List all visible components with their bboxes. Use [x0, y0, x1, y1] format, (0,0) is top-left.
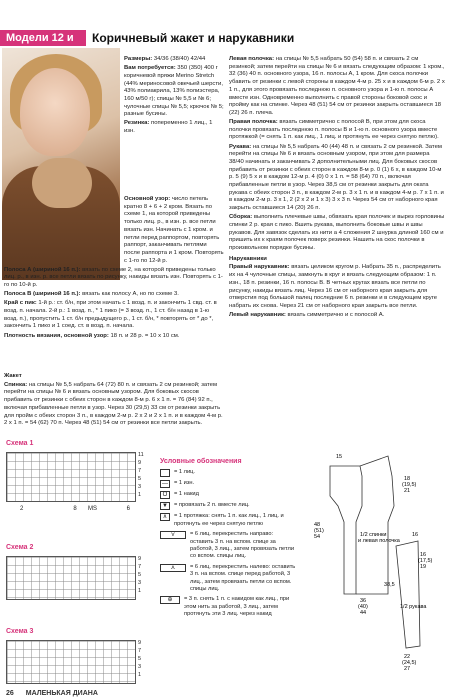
back-side-label-3: 54 — [314, 534, 321, 540]
intro-picot-edge: Край с пик: 1-й р.: ст. б/н, при этом начать с 1 возд. п. и закончить 1 свд. ст. в возд. п. начала. 2-й р.: 1 возд. п., * 1 пико (= 3 возд. п., 1 ст. б/н назад в 1-ю возд. п.), пропустить 1 ст. б/н предыдущего р., 1 ст. б/н, * повторять от * до *, закончить 1 пико и 1 соед. ст. в возд. п. начала. — [4, 300, 217, 330]
legend-item: ⋎ = 6 лиц. перекрестить направо: оставить 3 п. на вспом. спице за работой, 3 лиц., затем провязать петли со вспом. спицы лиц. — [160, 531, 298, 561]
intro-sizes: Размеры: 34/36 (38/40) 42/44 — [124, 56, 206, 62]
pass-over-symbol-icon: ⊕ — [160, 596, 180, 604]
scheme-2-row-numbers: 9 7 5 3 1 — [138, 556, 142, 594]
scheme-3-title: Схема 3 — [6, 628, 34, 635]
purl-symbol-icon: — — [162, 481, 168, 488]
sleeve-top-label: 16 — [412, 532, 419, 538]
sleeve-bottom-label-1: 22 — [404, 654, 411, 660]
schematic-width-label: 15 — [336, 454, 343, 460]
scheme-1-grid — [6, 452, 136, 502]
sleeve-mid-label-3: 19 — [420, 564, 427, 570]
jacket-title: Жакет — [4, 373, 22, 379]
page-footer — [6, 690, 98, 697]
intro-column — [124, 56, 224, 137]
legend-item: — = 1 изн. — [162, 480, 195, 488]
yarn-over-symbol-icon: O — [160, 491, 170, 499]
scheme-3-grid — [6, 640, 136, 684]
cable-left-symbol-icon: ⋏ — [160, 564, 186, 572]
left-armwarmer: Левый нарукавник: вязать симметрично и с полосой А. — [229, 312, 385, 319]
bottom-label-2: (40) — [358, 604, 368, 610]
sleeve-mid-label-2: (17,5) — [418, 558, 433, 564]
intro-gauge: Плотность вязания, основной узор: 18 п. и 28 р. = 10 х 10 см. — [4, 332, 180, 339]
back-top-label-1: 18 — [404, 476, 411, 482]
k2tog-symbol-icon: ▼ — [160, 502, 170, 510]
jacket-section — [4, 370, 224, 429]
armwarmers-title: Нарукавники — [229, 255, 267, 262]
legend-title: Условные обозначения — [160, 458, 242, 465]
scheme-1-row-numbers: 11 9 7 5 3 1 — [138, 452, 144, 498]
right-front: Правая полочка: вязать симметрично с полосой В, при этом для скоса полочки провязать последнюю п. полосы В и 1-ю п. основного узора вместе протяжкой (= снять 1 п. как лиц., 1 лиц. и протянуть ее через снятую петлю). — [229, 119, 439, 141]
jacket-label-1: 1/2 спинки — [360, 532, 387, 538]
legend-item: O = 1 накид — [160, 491, 298, 499]
intro-strip-a: Полоса А (шириной 16 п.): вязать по схеме 2, на которой приведены только лиц. р., в изн. р. все петли вязать по рисунку, накиды вязать изн. Повторять с 1-го по 10-й р. — [4, 266, 223, 289]
right-armwarmer: Правый нарукавник: вязать целиком кругом р. Набрать 35 п., распределить их на 4 чулочные спицы, замкнуть в круг и вязать следующим образом: 1 п. изн., 18 п. резинки, 16 п. полосы В. В четных кругах вязать все петли по рисунку, накиды вязать лиц. Через 16 см от наборного края закрыть для отверстия под большой палец последние 6 п. резинки и в следующем круге набрать их снова. Через 21 см от наборного края закрыть все петли. — [229, 264, 441, 309]
intro-rib: Резинка: попеременно 1 лиц., 1 изн. — [124, 120, 213, 135]
models-tab: Модели 12 и — [0, 30, 86, 46]
legend-item: ▼ = провязать 2 п. вместе лиц. — [160, 502, 298, 510]
right-column — [229, 56, 445, 321]
page-title: Коричневый жакет и нарукавники — [92, 31, 295, 45]
legend-item: ∧ = 1 протяжка: снять 1 п. как лиц., 1 лиц. и протянуть ее через снятую петлю — [160, 513, 298, 528]
back-side-label-2: (51) — [314, 528, 324, 534]
skp-symbol-icon: ∧ — [160, 513, 170, 521]
bottom-label-1: 36 — [360, 598, 367, 604]
intro-strip-b: Полоса В (шириной 16 п.): вязать как полосу А, но по схеме 3. — [4, 291, 179, 298]
sleeve-half-label: 1/2 рукава — [400, 604, 427, 610]
legend-item: ⋏ = 6 лиц. перекрестить налево: оставить 3 п. на вспом. спице перед работой, 3 лиц., затем провязать петли со вспом. спицы лиц. — [160, 564, 298, 594]
scheme-1-ms-label: MS — [88, 506, 97, 512]
sleeve-side-label: 38,5 — [384, 582, 395, 588]
back-side-label-1: 48 — [314, 522, 321, 528]
page-number: 26 — [6, 690, 14, 697]
legend — [160, 458, 298, 622]
scheme-2-title: Схема 2 — [6, 544, 34, 551]
magazine-brand: МАЛЕНЬКАЯ ДИАНА — [25, 690, 98, 697]
page-header — [0, 0, 449, 45]
bottom-label-3: 44 — [360, 610, 367, 616]
scheme-3-row-numbers: 9 7 5 3 1 — [138, 640, 142, 678]
photo-face — [20, 68, 90, 156]
scheme-2-grid — [6, 556, 136, 600]
cable-right-symbol-icon: ⋎ — [160, 531, 186, 539]
scheme-1-bottom-labels: 2 8 6 — [20, 506, 130, 512]
assembly-text: Сборка: выполнить плечевые швы, обвязать края полочек и вырез горловины спинки 2 р. края с пико. Вшить рукава, выполнить боковые швы и швы рукавов. Для завязок сделать из нити а 4 сложения 2 шнурка длиной 160 см и пришить их к краям полочек поверх резинки. Нашить на скос полочки в произвольном порядке бусины. — [229, 214, 445, 252]
intro-main-pattern: Основной узор: число петель кратно 8 + 6 + 2 кром. Вязать по схеме 1, на которой приведены только лиц. р., в изн. р. все петли вязать изн. Начинать с 1 кром. и петли перед раппортом, повторять раппорт, заканчивать петлями после раппорта и 1 кром. Повторять с 1-го по 12-й р. — [124, 196, 224, 264]
back-top-label-3: 21 — [404, 488, 411, 494]
sleeve-bottom-label-2: (24,5) — [402, 660, 417, 666]
jacket-schematic — [300, 436, 446, 686]
sleeve-bottom-label-3: 27 — [404, 666, 411, 672]
jacket-back: Спинка: на спицы № 5,5 набрать 64 (72) 80 п. и связать 2 см резинкой; затем перейти на спицы № 6 и вязать основным узором. Для боковых скосов прибавить от резинки с обеих сторон в каждом 8-м р. 6 х 1 п. = 76 (84) 92 п., включая прибавленные петли в узор. Через 30 (29,5) 33 см от резинки закрыть для пройм с обеих сторон 3 п., в каждом 2-м р. 2 х 2 и 2 х 1 п. и в каждом 4-м р. 2 х 1 п. = 54 (62) 70 п. Через 48 (51) 54 см от резинки все петли закрыть. — [4, 381, 223, 427]
scheme-1-title: Схема 1 — [6, 440, 34, 447]
left-front: Левая полочка: на спицы № 5,5 набрать 50 (54) 58 п. и связать 2 см резинкой; затем перейти на спицы № 6 и вязать следующим образом: 1 кром., 32 (36) 40 п. основного узора, 16 п. полосы А, 1 кром. Для скоса полочки убавить от резинки с левой стороны в каждом 4-м р. 25 х и в каждом 6-м р. 2 х 1 п., для этого провязать последнюю п. основного узора и 1-ю п. полосы А вместе изн. Одновременно выполнить с правой стороны боковой скос и пройму как на спинке. Через 48 (51) 54 см от резинки закрыть оставшиеся 18 (22) 26 п. плеча. — [229, 56, 445, 116]
jacket-label-2: и левая полочка — [358, 538, 400, 544]
sleeve-mid-label-1: 16 — [420, 552, 427, 558]
sleeves-text: Рукава: на спицы № 5,5 набрать 40 (44) 48 п. и связать 2 см резинкой. Затем перейти на спицы № 6 и вязать основным узором, при этом для размера 38/40 начинать и заканчивать 2 дополнительными лиц. Для боковых скосов прибавить от резинки с обеих сторон в каждом 8-м р. 0 (1) 6 х, в каждом 10-м р. 5 (9) 5 х и в каждом 12-м р. 4 (0) 0 х 1 п. = 58 (64) 70 п., включая прибавленные петли в узор. Через 38,5 см от резинки закрыть для оката рукава с обеих сторон 3 п., в каждом 2-м р. 3 х 1 п. и в каждом 4-м р. 7 х 1 п. и в каждом 2-м р. 3 х 1, 2 (2 х 2 и 1 х 3) 3 х 3 п. Через 54 см от наборного края закрыть оставшиеся 14 (20) 26 п. — [229, 143, 444, 212]
intro-materials: Вам потребуется: 350 (350) 400 г коричневой пряжи Merino Stretch (44% мериносовой овечьей шерсти, 43% полиакрила, 13% полиэстера, 160 м/50 г); спицы № 5,5 и № 6; чулочные спицы № 5,5; крючок № 5; разные бусины. — [124, 65, 224, 118]
knit-symbol-icon — [160, 469, 170, 477]
main-pattern-text — [4, 196, 224, 342]
back-top-label-2: (19,5) — [402, 482, 417, 488]
legend-item: = 1 лиц. — [160, 469, 298, 477]
legend-item: ⊕ = 3 п. снять 1 п. с накидом как лиц., при этом нить за работой, 3 лиц., затем протянуть эти 3 лиц. через накид — [160, 596, 298, 618]
